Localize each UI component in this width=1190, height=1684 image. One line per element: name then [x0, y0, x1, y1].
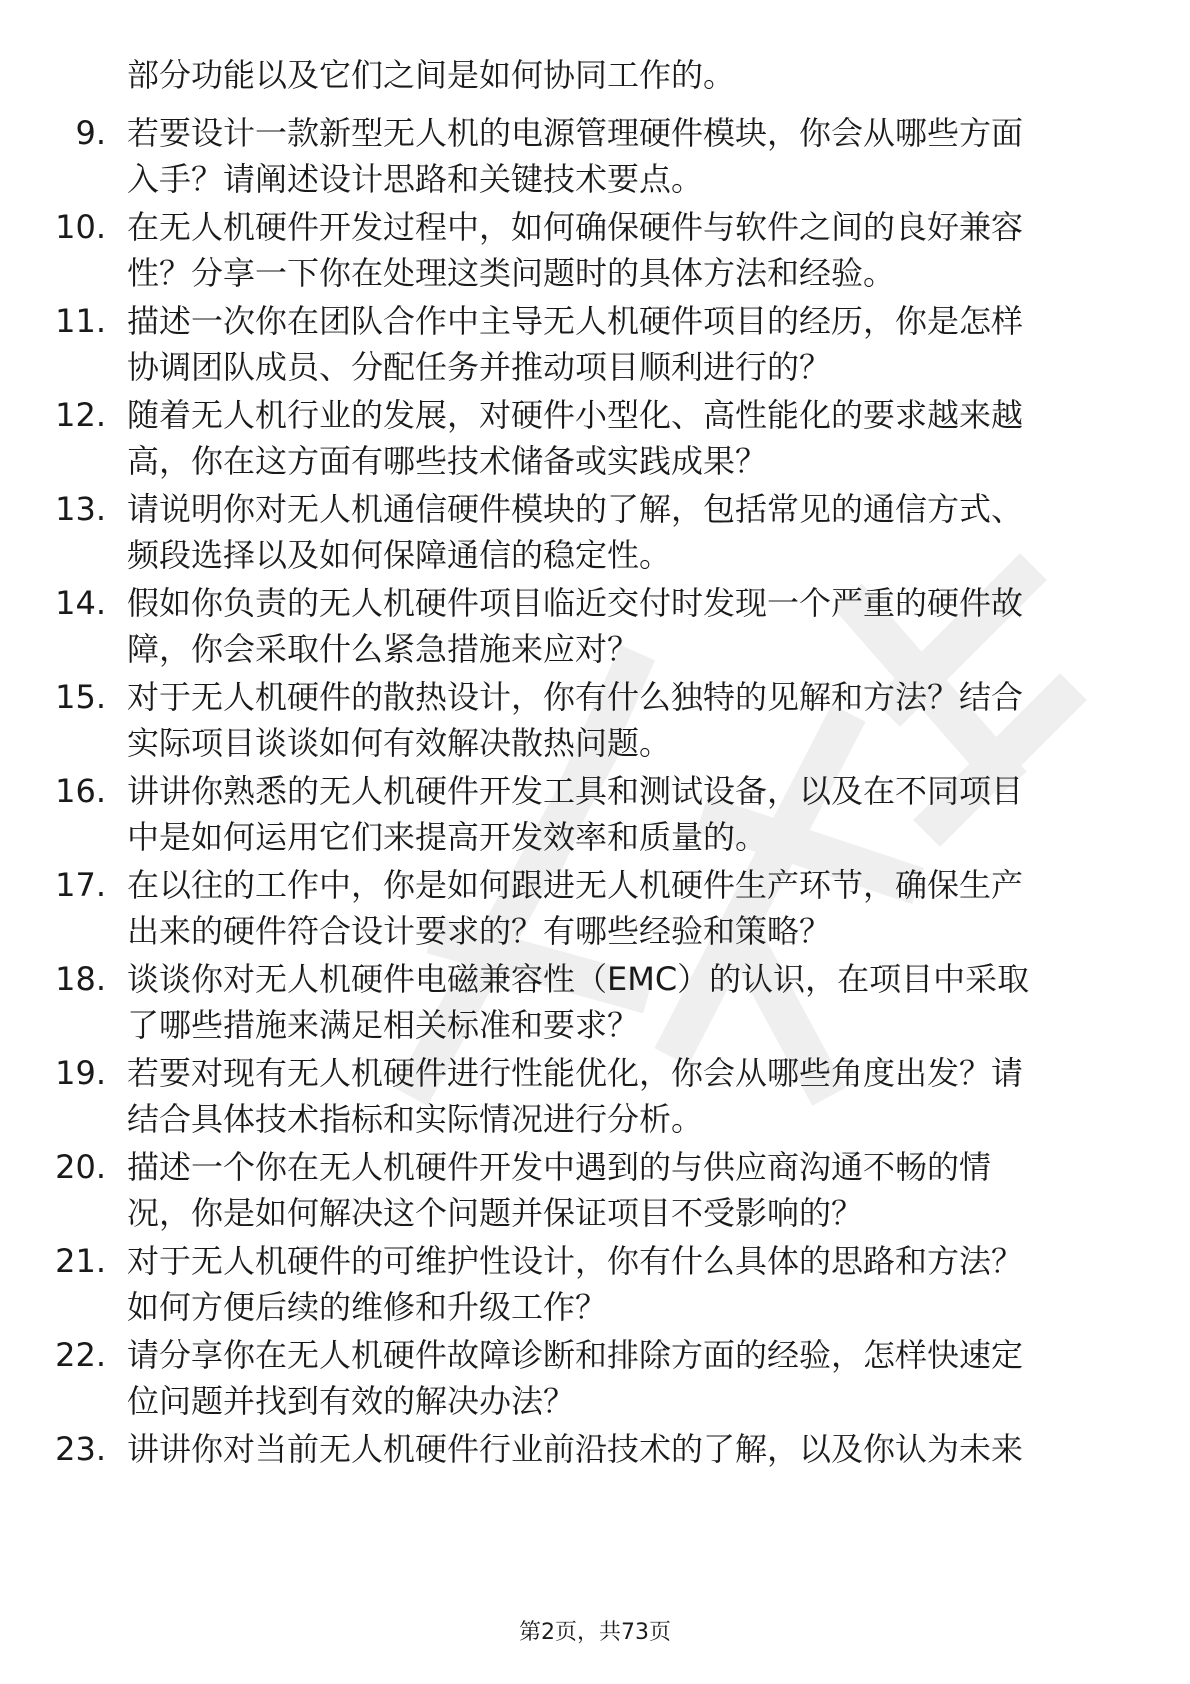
question-text-line-1: 谈谈你对无人机硬件电磁兼容性（EMC）的认识，在项目中采取	[127, 960, 1030, 998]
question-text-line-2: 实际项目谈谈如何有效解决散热问题。	[127, 724, 672, 762]
question-text-line-1: 请分享你在无人机硬件故障诊断和排除方面的经验，怎样快速定	[127, 1336, 1024, 1374]
question-item	[0, 1426, 1190, 1520]
question-number: 12.	[55, 396, 106, 434]
question-item	[0, 486, 1190, 580]
question-number: 22.	[55, 1336, 106, 1374]
question-number: 17.	[55, 866, 106, 904]
question-number: 14.	[55, 584, 106, 622]
question-text-line-2: 高，你在这方面有哪些技术储备或实践成果？	[127, 442, 768, 480]
question-text-line-2: 出来的硬件符合设计要求的？有哪些经验和策略？	[127, 912, 832, 950]
question-text-line-1: 描述一个你在无人机硬件开发中遇到的与供应商沟通不畅的情	[127, 1148, 992, 1186]
question-number: 13.	[55, 490, 106, 528]
question-text-line-2: 如何方便后续的维修和升级工作？	[127, 1288, 608, 1326]
question-number: 23.	[55, 1430, 106, 1468]
question-text-line-1: 随着无人机行业的发展，对硬件小型化、高性能化的要求越来越	[127, 396, 1024, 434]
question-text-line-2: 中是如何运用它们来提高开发效率和质量的。	[127, 818, 768, 856]
question-text-line-1: 讲讲你对当前无人机硬件行业前沿技术的了解，以及你认为未来	[127, 1430, 1024, 1468]
question-text-line-1: 在无人机硬件开发过程中，如何确保硬件与软件之间的良好兼容	[127, 208, 1024, 246]
question-number: 19.	[55, 1054, 106, 1092]
question-item	[0, 580, 1190, 674]
question-text-line-2: 性？分享一下你在处理这类问题时的具体方法和经验。	[127, 254, 896, 292]
question-text-line-2: 位问题并找到有效的解决办法？	[127, 1382, 576, 1420]
question-number: 10.	[55, 208, 106, 246]
question-text-line-2: 了哪些措施来满足相关标准和要求？	[127, 1006, 640, 1044]
question-text-line-1: 讲讲你熟悉的无人机硬件开发工具和测试设备，以及在不同项目	[127, 772, 1024, 810]
question-item	[0, 956, 1190, 1050]
question-text-line-2: 协调团队成员、分配任务并推动项目顺利进行的？	[127, 348, 832, 386]
question-number: 21.	[55, 1242, 106, 1280]
question-item	[0, 1238, 1190, 1332]
question-item	[0, 768, 1190, 862]
question-item	[0, 1332, 1190, 1426]
question-text-line-1: 若要设计一款新型无人机的电源管理硬件模块，你会从哪些方面	[127, 114, 1024, 152]
question-item	[0, 298, 1190, 392]
question-text-line-1: 对于无人机硬件的可维护性设计，你有什么具体的思路和方法？	[127, 1242, 1024, 1280]
question-text-line-1: 描述一次你在团队合作中主导无人机硬件项目的经历，你是怎样	[127, 302, 1024, 340]
continuation-text: 部分功能以及它们之间是如何协同工作的。	[127, 56, 736, 94]
question-item	[0, 1050, 1190, 1144]
question-text-line-1: 若要对现有无人机硬件进行性能优化，你会从哪些角度出发？请	[127, 1054, 1024, 1092]
question-item	[0, 1144, 1190, 1238]
question-number: 18.	[55, 960, 106, 998]
question-text-line-2: 结合具体技术指标和实际情况进行分析。	[127, 1100, 704, 1138]
question-item	[0, 204, 1190, 298]
question-list	[0, 110, 1190, 1520]
question-text-line-2: 障，你会采取什么紧急措施来应对？	[127, 630, 640, 668]
question-item	[0, 392, 1190, 486]
question-text-line-1: 请说明你对无人机通信硬件模块的了解，包括常见的通信方式、	[127, 490, 1024, 528]
question-text-line-2: 入手？请阐述设计思路和关键技术要点。	[127, 160, 704, 198]
question-item	[0, 674, 1190, 768]
question-text-line-1: 假如你负责的无人机硬件项目临近交付时发现一个严重的硬件故	[127, 584, 1024, 622]
page-footer: 第2页，共73页	[519, 1620, 671, 1645]
question-number: 15.	[55, 678, 106, 716]
question-number: 16.	[55, 772, 106, 810]
question-number: 9.	[75, 114, 106, 152]
question-number: 20.	[55, 1148, 106, 1186]
question-text-line-2: 频段选择以及如何保障通信的稳定性。	[127, 536, 672, 574]
question-text-line-2: 况，你是如何解决这个问题并保证项目不受影响的？	[127, 1194, 864, 1232]
question-number: 11.	[55, 302, 106, 340]
question-text-line-1: 在以往的工作中，你是如何跟进无人机硬件生产环节，确保生产	[127, 866, 1024, 904]
question-item	[0, 110, 1190, 204]
question-text-line-1: 对于无人机硬件的散热设计，你有什么独特的见解和方法？结合	[127, 678, 1024, 716]
question-item	[0, 862, 1190, 956]
